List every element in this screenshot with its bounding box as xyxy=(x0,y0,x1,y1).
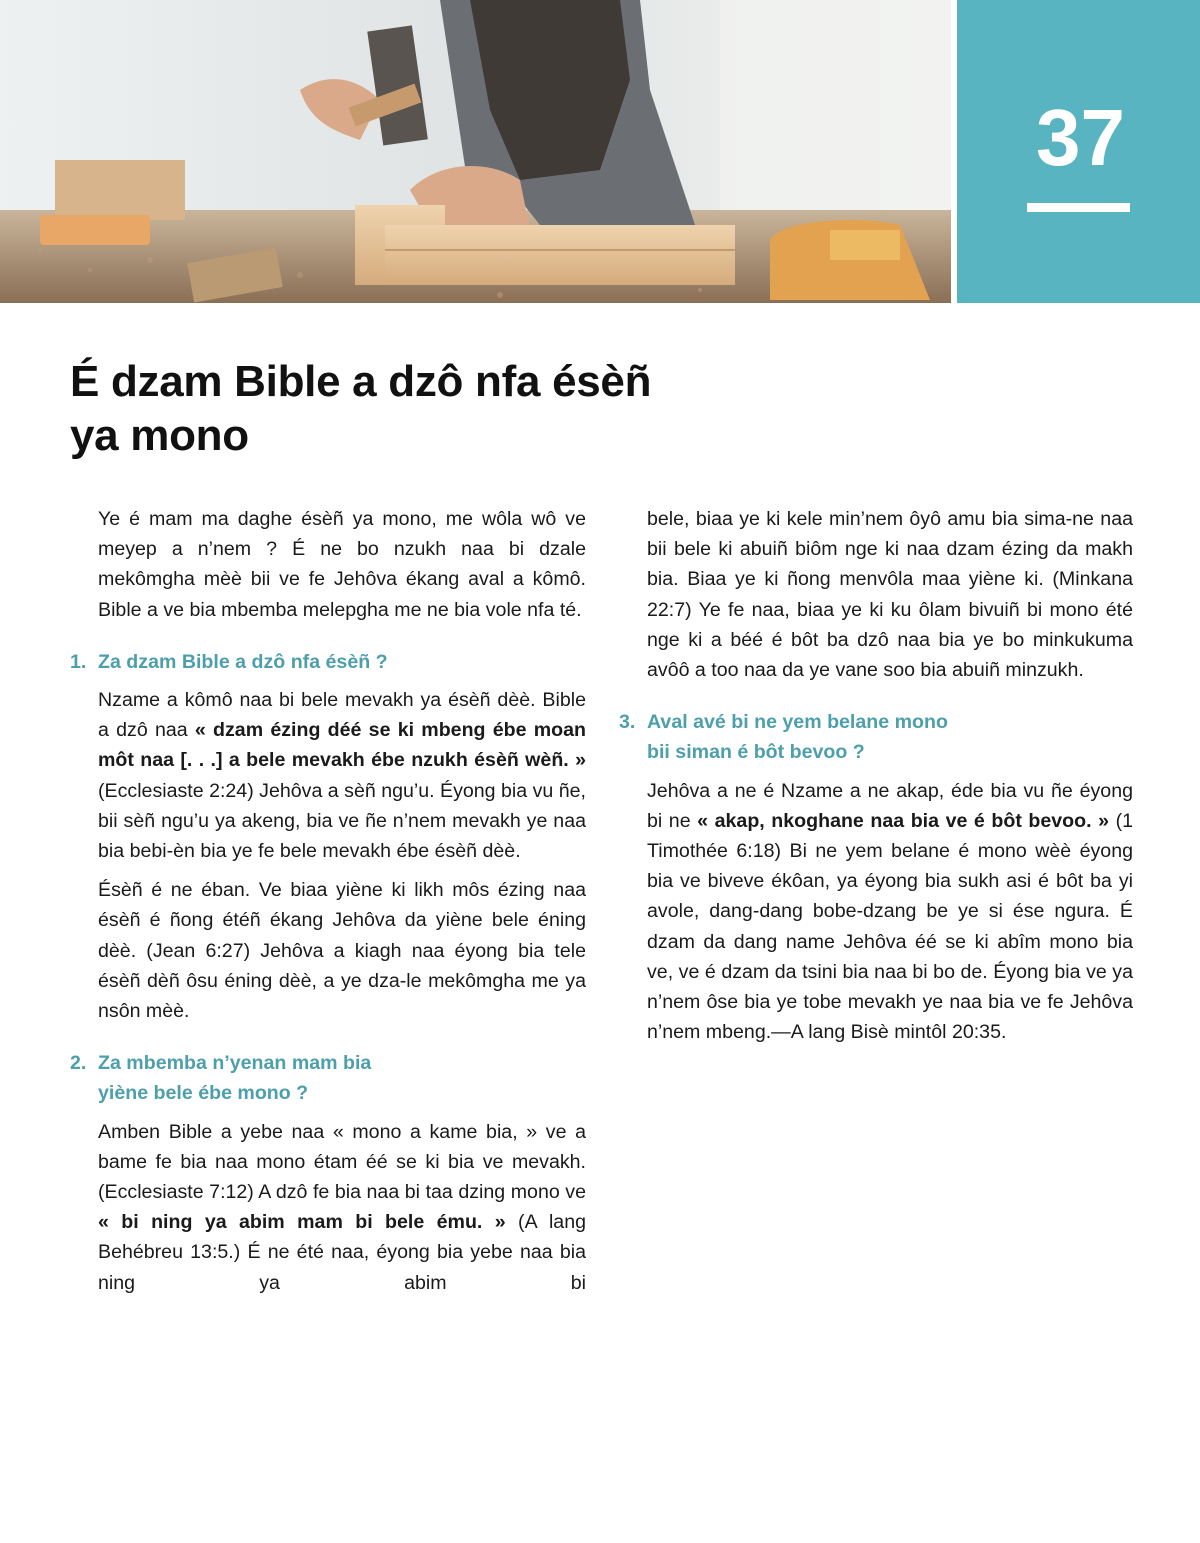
intro-paragraph: Ye é mam ma daghe ésèñ ya mono, me wôla wô ve meyep a n’nem ? É ne bo nzukh naa bi dzale mekômgha mèè bii ve fe Jehôva ékang aval a kômô. Bible a ve bia mbemba melepgha me ne bia vole nfa té. xyxy=(98,508,586,621)
section-1-question xyxy=(70,647,586,677)
section-1-number: 1. xyxy=(70,650,87,673)
section-2-paragraph-1 xyxy=(98,1117,586,1298)
section-3-question-text xyxy=(647,707,1133,767)
badge-underline xyxy=(1027,203,1130,212)
section-2-question-text xyxy=(98,1048,586,1108)
section-1-paragraph-1 xyxy=(98,685,586,866)
section-2-number: 2. xyxy=(70,1052,87,1075)
section-2-question xyxy=(70,1048,586,1108)
section-3-question xyxy=(619,707,1133,767)
section-3-paragraph-1 xyxy=(647,776,1133,1048)
section-2-question-line-2: yiène bele ébe mono ? xyxy=(98,1082,309,1105)
section-3-question-line-2: bii siman é bôt bevoo ? xyxy=(647,741,865,764)
section-1-text: Nzame a kômô naa bi bele mevakh ya ésèñ dèè. Bible a dzô naa xyxy=(98,689,586,742)
lesson-number-badge xyxy=(957,0,1200,303)
section-3-quote: « akap, nkoghane naa bia ve é bôt bevoo. » xyxy=(697,809,1110,832)
section-3-question-line-1: Aval avé bi ne yem belane mono xyxy=(647,711,948,734)
section-3-text: Jehôva a ne é Nzame a ne akap, éde bia vu ñe éyong bi ne xyxy=(647,779,1133,832)
lesson-number: 37 xyxy=(1036,93,1125,182)
right-column xyxy=(619,504,1133,1056)
section-3-text-cont: (1 Timothée 6:18) Bi ne yem belane é mono wèè éyong bia ve biveve ékôan, ya éyong bia sukh asi é bôt ba yi avole, dang-dang bobe-dzang be ye si ése ngura. É dzam da dang name Jehôva éé se ki abîm mono bia ve, ve é dzam da tsini bia naa bi bo de. Éyong bia ve ya n’nem ôse bia ye tobe mevakh ye naa bia ve fe Jehôva n’nem mbeng.—A lang Bisè mintôl 20:35. xyxy=(647,809,1133,1044)
section-1-paragraph-2: Ésèñ é ne éban. Ve biaa yiène ki likh môs ézing naa ésèñ é ñong étéñ ékang Jehôva da yiène bele éning dèè. (Jean 6:27) Jehôva a kiagh naa éyong bia tele ésèñ dèñ ôsu éning dèè, a ye dza-le mekômgha me ya nsôn mèè. xyxy=(98,879,586,1023)
section-2-text: Amben Bible a yebe naa « mono a kame bia, » ve a bame fe bia naa mono étam éé se ki bia ve mevakh. (Ecclesiaste 7:12) A dzô fe bia naa bi taa dzing mono ve xyxy=(98,1120,586,1204)
page-title: É dzam Bible a dzô nfa ésèñ ya mono xyxy=(70,357,652,460)
section-2-question-line-1: Za mbemba n’yenan mam bia xyxy=(98,1052,372,1075)
section-1-question-text: Za dzam Bible a dzô nfa ésèñ ? xyxy=(98,650,388,673)
section-1-text-cont: (Ecclesiaste 2:24) Jehôva a sèñ ngu’u. Éyong bia vu ñe, bii sèñ ngu’u ya akeng, bia ve ñe n’nem mevakh ye naa bia bebi-èn bia ye fe bele mevakh ébe ésèñ dèè. xyxy=(98,779,586,863)
section-1-quote: « dzam ézing déé se ki mbeng ébe moan môt naa [. . .] a bele mevakh ébe nzukh ésèñ wèñ. » xyxy=(98,719,587,772)
hero-photo-carpenter-hammering xyxy=(0,0,951,303)
section-2-quote: « bi ning ya abim mam bi bele ému. » xyxy=(98,1211,506,1234)
section-2-paragraph-1-continued: bele, biaa ye ki kele min’nem ôyô amu bia sima-ne naa bii bele ki abuiñ biôm nge ki naa dzam ézing da makh bia. Biaa ye ki ñong menvôla maa yiène ki. (Minkana 22:7) Ye fe naa, biaa ye ki ku ôlam bivuiñ bi mono été nge ki a béé é bôt ba dzô naa bia ye bo minkukuma avôô a too naa da ye vane soo bia abuiñ minzukh. xyxy=(647,508,1133,682)
left-column xyxy=(70,504,587,1307)
section-2-text-cont: (A lang Behébreu 13:5.) É ne été naa, éyong bia yebe naa bia ning ya abim bi xyxy=(98,1211,586,1294)
section-3-number: 3. xyxy=(619,711,636,734)
carpenter-illustration xyxy=(0,0,951,303)
